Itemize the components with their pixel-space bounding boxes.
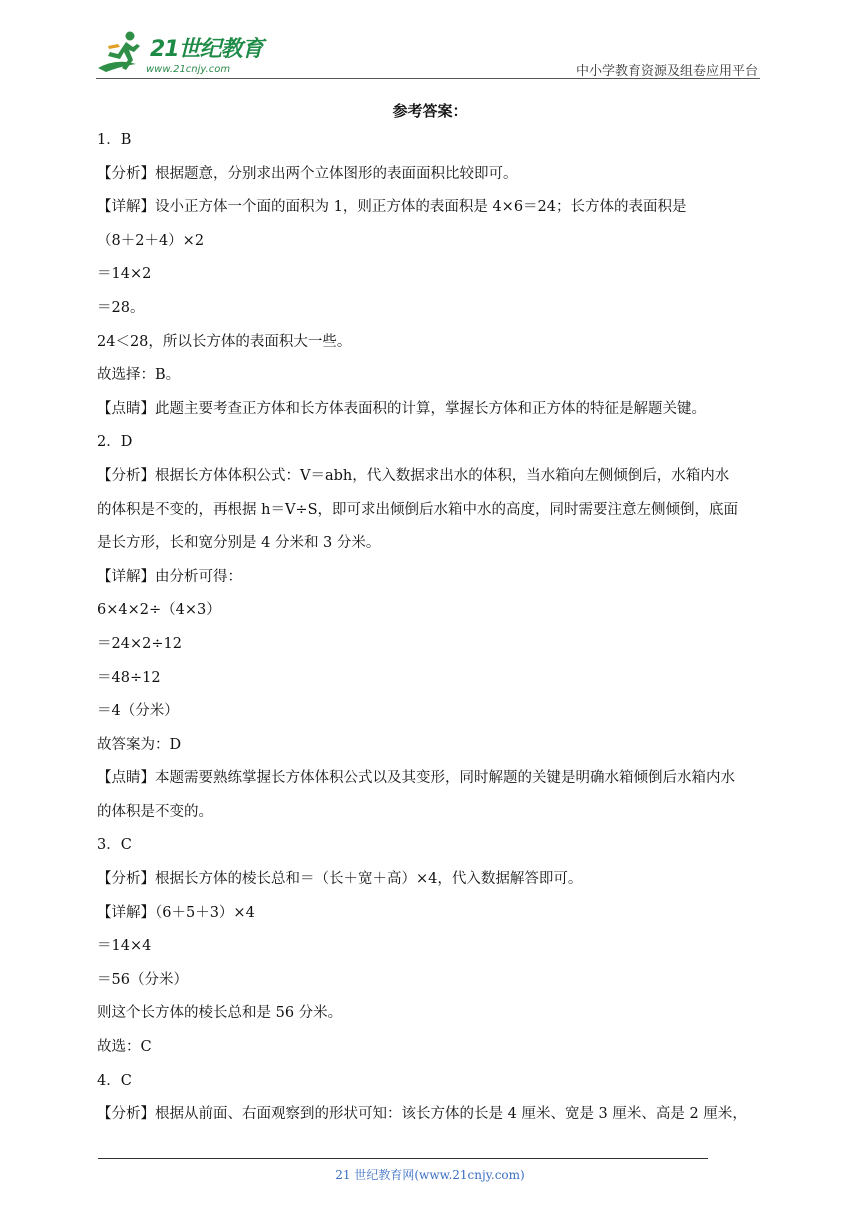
text-line: 故选择：B。 bbox=[97, 367, 181, 384]
platform-name: 中小学教育资源及组卷应用平台 bbox=[575, 64, 758, 79]
logo-wordmark: 21世纪教育 bbox=[150, 37, 263, 62]
text-line: 【分析】根据从前面、右面观察到的形状可知：该长方体的长是 4 厘米、宽是 3 厘米、高是 2 厘米， bbox=[97, 1106, 747, 1123]
text-line: 6×4×2÷（4×3） bbox=[97, 602, 221, 619]
text-line: （8＋2＋4）×2 bbox=[97, 232, 205, 249]
text-line: ＝56（分米） bbox=[97, 971, 188, 988]
text-line: 【分析】根据长方体的棱长总和＝（长＋宽＋高）×4，代入数据解答即可。 bbox=[97, 871, 583, 888]
text-line: 1．B bbox=[97, 132, 132, 148]
text-line: 则这个长方体的棱长总和是 56 分米。 bbox=[97, 1005, 343, 1022]
text-line: 4．C bbox=[97, 1072, 132, 1089]
text-line: 【详解】设小正方体一个面的面积为 1，则正方体的表面积是 4×6＝24；长方体的表面积是 bbox=[97, 199, 687, 216]
text-line: 2．D bbox=[97, 434, 133, 451]
footer-divider bbox=[98, 1158, 708, 1159]
runner-logo-icon bbox=[96, 28, 148, 74]
site-logo bbox=[96, 28, 266, 76]
text-line: 【分析】根据题意，分别求出两个立体图形的表面面积比较即可。 bbox=[97, 165, 518, 182]
text-line: 【点睛】本题需要熟练掌握长方体体积公式以及其变形，同时解题的关键是明确水箱倾倒后水箱内水 bbox=[97, 770, 735, 787]
text-line: 【详解】由分析可得： bbox=[97, 568, 242, 585]
text-line: ＝48÷12 bbox=[97, 669, 161, 686]
text-line: 3．C bbox=[97, 837, 132, 854]
text-line: 故选：C bbox=[97, 1039, 152, 1056]
text-line: 【点睛】此题主要考查正方体和长方体表面积的计算，掌握长方体和正方体的特征是解题关键。 bbox=[97, 400, 706, 417]
text-line: 是长方形，长和宽分别是 4 分米和 3 分米。 bbox=[97, 535, 381, 552]
text-line: ＝4（分米） bbox=[97, 703, 179, 720]
header-divider bbox=[96, 78, 760, 79]
text-line: ＝24×2÷12 bbox=[97, 635, 182, 652]
text-line: ＝14×2 bbox=[97, 266, 152, 283]
text-line: ＝28。 bbox=[97, 299, 145, 316]
answer-content bbox=[97, 124, 769, 1132]
text-line: 【分析】根据长方体体积公式：V＝abh，代入数据求出水的体积，当水箱向左侧倾倒后，水箱内水 bbox=[97, 467, 730, 484]
answers-title: 参考答案： bbox=[392, 102, 468, 120]
text-line: 24＜28，所以长方体的表面积大一些。 bbox=[97, 333, 352, 350]
page-header bbox=[96, 28, 760, 80]
text-line: 的体积是不变的。 bbox=[97, 803, 213, 820]
logo-url: www.21cnjy.com bbox=[146, 64, 231, 75]
text-line: ＝14×4 bbox=[97, 938, 152, 955]
text-line: 【详解】（6＋5＋3）×4 bbox=[97, 904, 255, 921]
text-line: 的体积是不变的，再根据 h＝V÷S，即可求出倾倒后水箱中水的高度，同时需要注意左侧倾倒，底面 bbox=[97, 501, 738, 518]
footer-link[interactable]: 21 世纪教育网(www.21cnjy.com) bbox=[335, 1168, 525, 1182]
text-line: 故答案为：D bbox=[97, 736, 182, 753]
